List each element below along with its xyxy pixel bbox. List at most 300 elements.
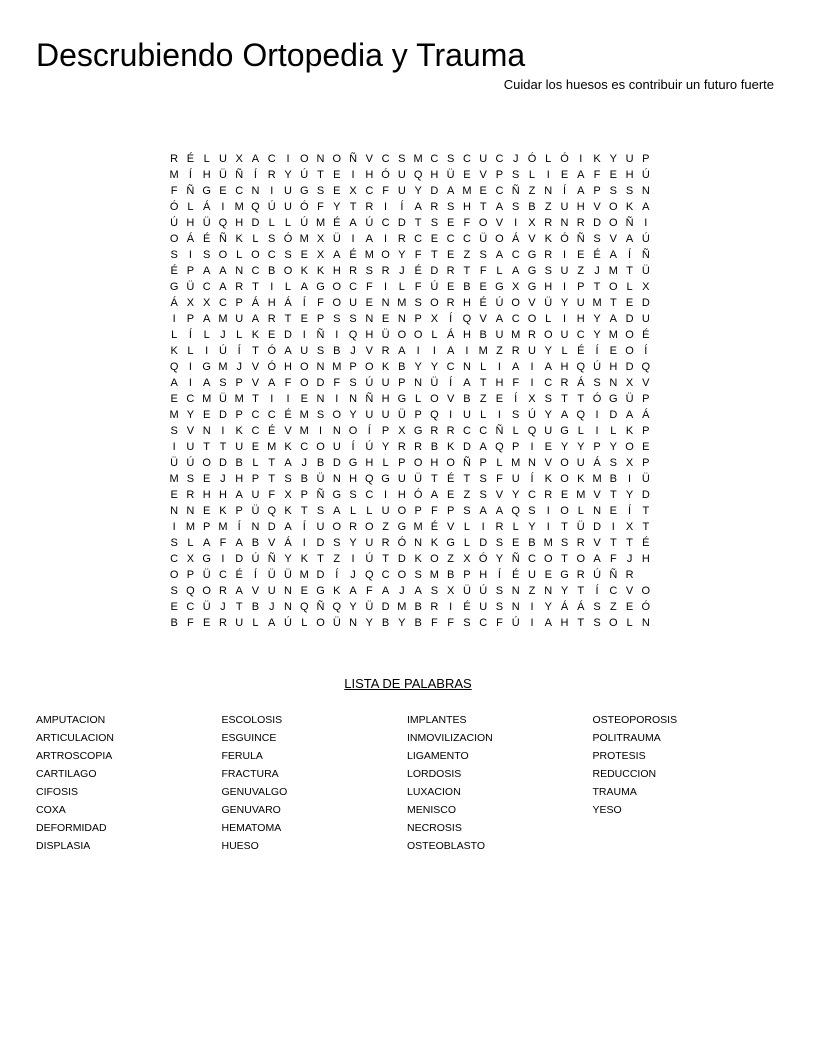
grid-cell: U: [462, 409, 471, 421]
grid-cell: H: [202, 169, 211, 181]
grid-cell: X: [316, 233, 325, 245]
grid-cell: Ñ: [349, 153, 358, 165]
grid-cell: S: [512, 409, 520, 421]
grid-cell: C: [414, 233, 423, 245]
grid-cell: N: [397, 313, 406, 325]
grid-cell: H: [462, 297, 471, 309]
grid-cell: U: [528, 345, 536, 357]
word-item: FRACTURA: [221, 768, 279, 780]
grid-cell: A: [235, 585, 243, 597]
grid-cell: H: [430, 457, 439, 469]
grid-cell: Ü: [251, 505, 260, 517]
grid-cell: U: [576, 297, 585, 309]
grid-cell: O: [560, 505, 569, 517]
grid-cell: C: [544, 377, 553, 389]
grid-cell: B: [479, 329, 487, 341]
grid-row: [166, 167, 654, 183]
grid-cell: A: [333, 249, 341, 261]
grid-cell: F: [365, 585, 373, 597]
grid-cell: Y: [284, 553, 292, 565]
word-item: MENISCO: [407, 804, 457, 816]
grid-cell: C: [446, 233, 455, 245]
grid-cell: N: [202, 425, 211, 437]
grid-cell: U: [381, 377, 390, 389]
grid-cell: L: [626, 617, 633, 629]
grid-cell: J: [350, 569, 356, 581]
grid-cell: I: [595, 409, 599, 421]
grid-row: [166, 423, 654, 439]
grid-cell: H: [625, 169, 634, 181]
grid-cell: Y: [512, 489, 520, 501]
grid-cell: A: [170, 377, 178, 389]
grid-cell: Ñ: [316, 329, 325, 341]
page-subtitle: Cuidar los huesos es contribuir un futuro fuerte: [503, 77, 774, 92]
grid-cell: B: [446, 569, 455, 581]
grid-cell: S: [495, 537, 504, 549]
grid-cell: L: [349, 505, 357, 517]
grid-cell: L: [626, 281, 633, 293]
grid-cell: G: [299, 185, 309, 197]
grid-cell: O: [609, 217, 618, 229]
grid-cell: Q: [430, 409, 439, 421]
grid-cell: Y: [593, 329, 601, 341]
grid-cell: C: [511, 313, 520, 325]
grid-cell: S: [446, 201, 455, 213]
grid-cell: A: [284, 521, 292, 533]
grid-cell: N: [332, 473, 341, 485]
grid-cell: É: [170, 265, 178, 277]
grid-cell: T: [349, 201, 357, 213]
grid-cell: D: [397, 217, 406, 229]
grid-cell: Í: [351, 441, 355, 453]
grid-cell: I: [644, 217, 648, 229]
grid-cell: K: [625, 201, 634, 213]
grid-cell: I: [562, 313, 567, 325]
grid-cell: I: [351, 233, 355, 245]
grid-cell: G: [316, 585, 325, 597]
grid-cell: Y: [560, 585, 569, 597]
grid-cell: É: [268, 425, 276, 437]
grid-cell: I: [172, 441, 176, 453]
grid-cell: Ó: [381, 169, 390, 181]
grid-cell: C: [511, 249, 520, 261]
grid-cell: K: [593, 153, 601, 165]
grid-cell: Á: [202, 201, 211, 213]
grid-cell: Ñ: [316, 601, 325, 613]
grid-cell: Y: [544, 409, 552, 421]
grid-cell: Ú: [365, 217, 374, 229]
grid-cell: T: [235, 601, 243, 613]
grid-cell: I: [530, 361, 534, 373]
grid-cell: S: [414, 297, 422, 309]
grid-cell: D: [593, 521, 602, 533]
grid-row: [166, 311, 654, 327]
grid-cell: Á: [284, 297, 292, 309]
grid-cell: F: [219, 537, 227, 549]
grid-cell: É: [642, 329, 650, 341]
grid-cell: R: [349, 521, 358, 533]
grid-cell: N: [251, 185, 260, 197]
grid-cell: H: [186, 217, 195, 229]
grid-cell: Í: [595, 585, 599, 597]
grid-cell: K: [235, 233, 243, 245]
grid-cell: D: [625, 361, 634, 373]
grid-cell: A: [349, 585, 357, 597]
grid-cell: I: [562, 249, 567, 261]
grid-cell: Ü: [267, 569, 276, 581]
grid-cell: U: [235, 441, 244, 453]
grid-cell: Ú: [170, 217, 179, 229]
grid-cell: L: [382, 457, 389, 469]
grid-cell: A: [268, 377, 276, 389]
grid-cell: R: [625, 569, 634, 581]
grid-cell: M: [169, 409, 179, 421]
grid-cell: Y: [625, 489, 634, 501]
grid-cell: C: [462, 153, 471, 165]
grid-cell: T: [268, 457, 276, 469]
grid-cell: Ü: [202, 601, 211, 613]
grid-cell: I: [546, 521, 550, 533]
grid-cell: H: [462, 201, 471, 213]
grid-cell: E: [625, 297, 634, 309]
word-item: IMPLANTES: [407, 714, 467, 726]
grid-cell: M: [543, 537, 553, 549]
grid-cell: A: [430, 489, 439, 501]
grid-cell: C: [495, 185, 504, 197]
grid-cell: Ú: [495, 297, 504, 309]
grid-cell: E: [625, 601, 634, 613]
grid-cell: N: [511, 585, 520, 597]
word-item: ARTICULACION: [36, 732, 114, 744]
grid-cell: N: [170, 505, 179, 517]
word-search-grid: [166, 151, 654, 631]
grid-cell: N: [284, 585, 292, 597]
grid-cell: U: [381, 505, 390, 517]
grid-cell: I: [221, 201, 225, 213]
grid-cell: L: [512, 521, 519, 533]
grid-cell: T: [431, 473, 438, 485]
grid-cell: I: [221, 425, 225, 437]
grid-cell: A: [495, 201, 504, 213]
grid-row: [166, 343, 654, 359]
grid-cell: I: [384, 233, 388, 245]
grid-cell: C: [218, 569, 227, 581]
grid-cell: E: [202, 473, 211, 485]
grid-cell: A: [577, 185, 585, 197]
grid-cell: P: [479, 457, 487, 469]
grid-cell: Q: [576, 361, 586, 373]
grid-cell: E: [170, 489, 178, 501]
grid-cell: I: [595, 425, 599, 437]
grid-cell: É: [202, 233, 211, 245]
grid-cell: D: [593, 217, 602, 229]
grid-cell: K: [381, 361, 390, 373]
grid-cell: D: [316, 537, 325, 549]
grid-cell: O: [332, 297, 342, 309]
grid-cell: Á: [560, 601, 569, 613]
grid-cell: A: [609, 249, 617, 261]
grid-cell: P: [414, 409, 422, 421]
grid-cell: I: [546, 505, 550, 517]
grid-cell: K: [300, 553, 308, 565]
grid-cell: O: [299, 377, 309, 389]
grid-cell: E: [577, 249, 585, 261]
grid-cell: L: [480, 361, 487, 373]
grid-cell: H: [544, 281, 553, 293]
grid-cell: G: [413, 425, 423, 437]
grid-cell: Y: [414, 361, 422, 373]
grid-cell: É: [430, 521, 439, 533]
word-list-heading-container: [0, 676, 816, 692]
grid-cell: T: [252, 345, 259, 357]
grid-cell: S: [463, 505, 471, 517]
grid-cell: H: [381, 393, 390, 405]
grid-cell: A: [202, 265, 211, 277]
grid-cell: F: [333, 377, 341, 389]
grid-cell: Q: [495, 441, 504, 453]
grid-cell: S: [495, 601, 504, 613]
grid-cell: N: [414, 537, 423, 549]
grid-cell: D: [267, 521, 276, 533]
grid-cell: D: [332, 457, 341, 469]
grid-cell: R: [218, 585, 227, 597]
grid-cell: Q: [348, 329, 358, 341]
grid-cell: P: [414, 505, 422, 517]
grid-cell: A: [284, 457, 292, 469]
grid-cell: U: [479, 153, 488, 165]
grid-cell: S: [365, 265, 373, 277]
grid-cell: K: [333, 585, 341, 597]
grid-cell: O: [413, 457, 423, 469]
grid-cell: S: [414, 569, 422, 581]
grid-cell: V: [365, 153, 373, 165]
grid-cell: E: [202, 409, 211, 421]
grid-cell: N: [235, 265, 244, 277]
grid-cell: Í: [367, 425, 371, 437]
grid-cell: O: [299, 361, 309, 373]
grid-cell: L: [577, 505, 584, 517]
grid-cell: F: [496, 617, 503, 629]
word-item: POLITRAUMA: [592, 732, 661, 744]
grid-cell: Q: [576, 409, 586, 421]
grid-cell: C: [251, 265, 260, 277]
grid-cell: R: [544, 489, 553, 501]
grid-cell: A: [333, 505, 341, 517]
grid-cell: B: [528, 537, 536, 549]
grid-cell: H: [495, 377, 504, 389]
grid-cell: Í: [644, 345, 648, 357]
word-item: NECROSIS: [407, 822, 462, 834]
grid-cell: H: [397, 489, 406, 501]
grid-cell: R: [576, 569, 585, 581]
grid-cell: B: [235, 457, 243, 469]
grid-cell: Ü: [576, 521, 585, 533]
grid-cell: Ü: [641, 265, 650, 277]
grid-cell: J: [626, 553, 633, 565]
grid-cell: P: [398, 377, 406, 389]
grid-cell: S: [316, 505, 325, 517]
grid-cell: D: [381, 601, 390, 613]
grid-cell: Í: [253, 169, 257, 181]
grid-cell: Ü: [462, 585, 471, 597]
grid-cell: R: [576, 537, 585, 549]
grid-cell: P: [414, 313, 422, 325]
grid-cell: Ú: [186, 457, 195, 469]
grid-cell: T: [300, 505, 308, 517]
grid-cell: S: [544, 265, 552, 277]
grid-cell: H: [560, 361, 569, 373]
grid-cell: G: [609, 393, 618, 405]
grid-cell: F: [382, 185, 389, 197]
grid-cell: A: [609, 313, 617, 325]
grid-cell: Ñ: [218, 233, 227, 245]
grid-cell: X: [430, 313, 439, 325]
grid-cell: M: [576, 489, 586, 501]
grid-cell: I: [286, 393, 290, 405]
page-title: Descrubiendo Ortopedia y Trauma: [36, 37, 526, 73]
grid-cell: Í: [237, 345, 241, 357]
grid-cell: Y: [609, 153, 617, 165]
grid-cell: B: [300, 473, 308, 485]
grid-cell: L: [366, 505, 373, 517]
grid-cell: P: [235, 297, 243, 309]
grid-cell: Ü: [397, 409, 406, 421]
grid-cell: T: [317, 553, 324, 565]
grid-cell: L: [171, 329, 178, 341]
grid-cell: T: [479, 377, 487, 389]
grid-cell: I: [514, 217, 518, 229]
grid-cell: O: [202, 585, 211, 597]
grid-cell: T: [561, 553, 568, 565]
grid-cell: T: [463, 265, 471, 277]
grid-cell: K: [219, 505, 227, 517]
grid-cell: S: [544, 393, 552, 405]
grid-cell: R: [381, 265, 390, 277]
grid-cell: V: [446, 393, 455, 405]
grid-cell: I: [432, 345, 436, 357]
grid-cell: Z: [496, 345, 503, 357]
grid-cell: F: [187, 617, 194, 629]
grid-cell: Á: [446, 329, 455, 341]
grid-cell: O: [169, 233, 179, 245]
grid-cell: I: [221, 553, 225, 565]
grid-cell: H: [202, 489, 211, 501]
grid-cell: K: [544, 233, 552, 245]
grid-cell: U: [544, 425, 553, 437]
grid-cell: U: [397, 473, 406, 485]
grid-cell: H: [349, 473, 358, 485]
grid-cell: S: [479, 473, 487, 485]
grid-cell: É: [642, 537, 650, 549]
grid-cell: Y: [593, 313, 601, 325]
grid-cell: L: [463, 521, 470, 533]
grid-cell: Y: [528, 521, 536, 533]
grid-cell: K: [430, 537, 439, 549]
grid-cell: C: [528, 489, 536, 501]
grid-cell: X: [625, 457, 634, 469]
grid-row: [166, 231, 654, 247]
grid-cell: L: [187, 537, 194, 549]
grid-cell: H: [430, 169, 439, 181]
grid-cell: O: [365, 521, 374, 533]
grid-cell: I: [465, 345, 469, 357]
word-item: LORDOSIS: [407, 768, 462, 780]
grid-cell: O: [365, 361, 374, 373]
grid-cell: Ñ: [625, 217, 634, 229]
word-item: ESCOLOSIS: [221, 714, 283, 726]
grid-cell: Ñ: [511, 553, 520, 565]
grid-cell: Ñ: [641, 249, 650, 261]
grid-cell: I: [416, 345, 420, 357]
grid-cell: I: [384, 201, 388, 213]
word-item: DISPLASIA: [36, 840, 91, 852]
grid-cell: O: [625, 441, 634, 453]
grid-cell: Ñ: [316, 489, 325, 501]
grid-cell: O: [609, 617, 618, 629]
grid-cell: J: [399, 585, 405, 597]
grid-cell: E: [512, 537, 520, 549]
grid-cell: C: [479, 425, 488, 437]
grid-cell: F: [447, 617, 455, 629]
grid-cell: E: [446, 281, 455, 293]
grid-cell: A: [414, 585, 422, 597]
word-item: LUXACION: [407, 786, 461, 798]
grid-cell: C: [300, 441, 309, 453]
grid-cell: L: [496, 265, 503, 277]
grid-cell: X: [642, 281, 650, 293]
grid-cell: H: [365, 169, 374, 181]
grid-cell: S: [284, 249, 292, 261]
grid-cell: Ñ: [576, 233, 585, 245]
grid-cell: T: [479, 201, 487, 213]
grid-cell: S: [593, 617, 601, 629]
grid-cell: P: [446, 505, 455, 517]
grid-cell: Q: [169, 361, 179, 373]
grid-cell: L: [528, 169, 536, 181]
grid-cell: I: [351, 169, 355, 181]
grid-cell: U: [284, 185, 292, 197]
grid-cell: É: [577, 345, 585, 357]
word-item: ARTROSCOPIA: [36, 750, 113, 762]
grid-cell: E: [333, 185, 341, 197]
grid-cell: L: [398, 281, 405, 293]
grid-cell: M: [202, 393, 212, 405]
grid-cell: O: [560, 457, 569, 469]
grid-cell: Ú: [251, 553, 260, 565]
grid-cell: É: [333, 217, 341, 229]
grid-cell: Ü: [284, 569, 292, 581]
grid-cell: A: [642, 201, 650, 213]
grid-cell: Ñ: [235, 169, 244, 181]
grid-cell: L: [480, 409, 487, 421]
grid-cell: P: [512, 441, 520, 453]
grid-cell: S: [170, 425, 178, 437]
grid-cell: Y: [349, 409, 357, 421]
grid-cell: Z: [577, 265, 585, 277]
grid-cell: A: [284, 345, 292, 357]
word-item: COXA: [36, 804, 66, 816]
grid-cell: Q: [365, 473, 374, 485]
grid-cell: S: [398, 153, 406, 165]
grid-cell: K: [544, 473, 552, 485]
grid-cell: N: [528, 457, 536, 469]
grid-cell: X: [186, 297, 195, 309]
grid-cell: B: [463, 281, 471, 293]
grid-cell: P: [642, 457, 650, 469]
grid-cell: S: [495, 585, 504, 597]
grid-cell: Ú: [528, 409, 536, 421]
grid-cell: C: [528, 553, 536, 565]
